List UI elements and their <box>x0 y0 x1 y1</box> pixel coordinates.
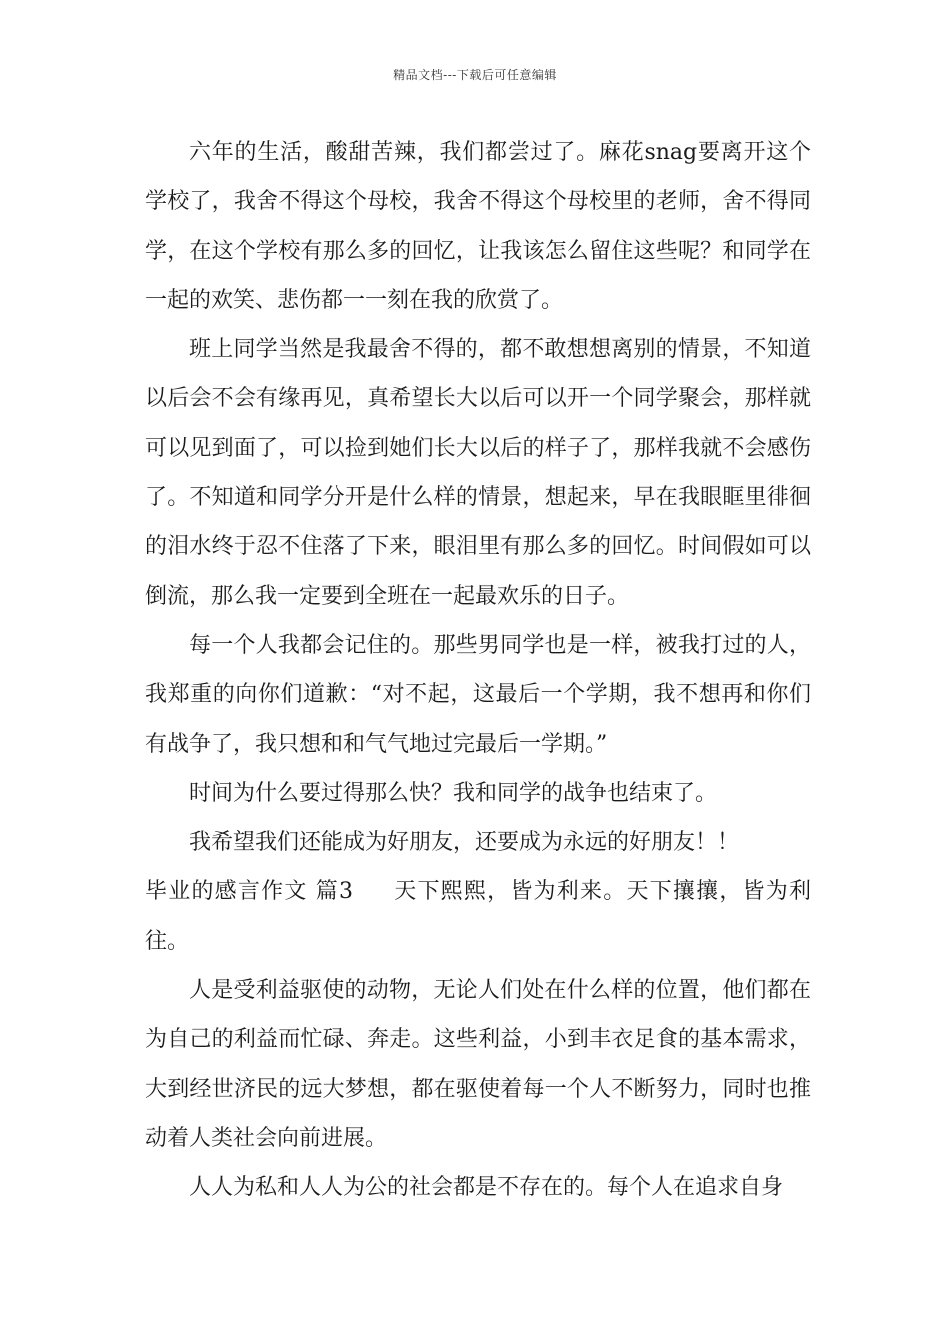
page-header: 精品文档---下载后可任意编辑 <box>393 68 557 82</box>
paragraph-6: 人是受利益驱使的动物，无论人们处在什么样的位置，他们都在为自己的利益而忙碌、奔走。这些利益，小到丰衣足食的基本需求，大到经世济民的远大梦想，都在驱使着每一个人不断努力，同时也推动着人类社会向前进展。 <box>145 978 811 1151</box>
paragraph-4: 时间为什么要过得那么快？我和同学的战争也结束了。 <box>189 780 718 806</box>
paragraph-3: 每一个人我都会记住的。那些男同学也是一样，被我打过的人，我郑重的向你们道歉：“对不起，这最后一个学期，我不想再和你们有战争了，我只想和和气气地过完最后一学期。” <box>145 632 811 757</box>
section-title: 毕业的感言作文 篇3 <box>145 879 353 905</box>
paragraph-5: 我希望我们还能成为好朋友，还要成为永远的好朋友！！ <box>189 830 740 856</box>
paragraph-7: 人人为私和人人为公的社会都是不存在的。每个人在追求自身 <box>189 1175 784 1201</box>
document-body <box>145 128 811 1213</box>
section-heading-line <box>145 867 811 966</box>
paragraph-1: 六年的生活，酸甜苦辣，我们都尝过了。麻花snag要离开这个学校了，我舍不得这个母校，我舍不得这个母校里的老师，舍不得同学，在这个学校有那么多的回忆，让我该怎么留住这些呢？和同学在一起的欢笑、悲伤都一一刻在我的欣赏了。 <box>145 140 811 313</box>
paragraph-2: 班上同学当然是我最舍不得的，都不敢想想离别的情景，不知道以后会不会有缘再见，真希望长大以后可以开一个同学聚会，那样就可以见到面了，可以捡到她们长大以后的样子了，那样我就不会感伤了。不知道和同学分开是什么样的情景，想起来，早在我眼眶里徘徊的泪水终于忍不住落了下来，眼泪里有那么多的回忆。时间假如可以倒流，那么我一定要到全班在一起最欢乐的日子。 <box>145 337 811 609</box>
section-lead: 天下熙熙，皆为利来。天下攘攘，皆为利往。 <box>145 879 811 954</box>
